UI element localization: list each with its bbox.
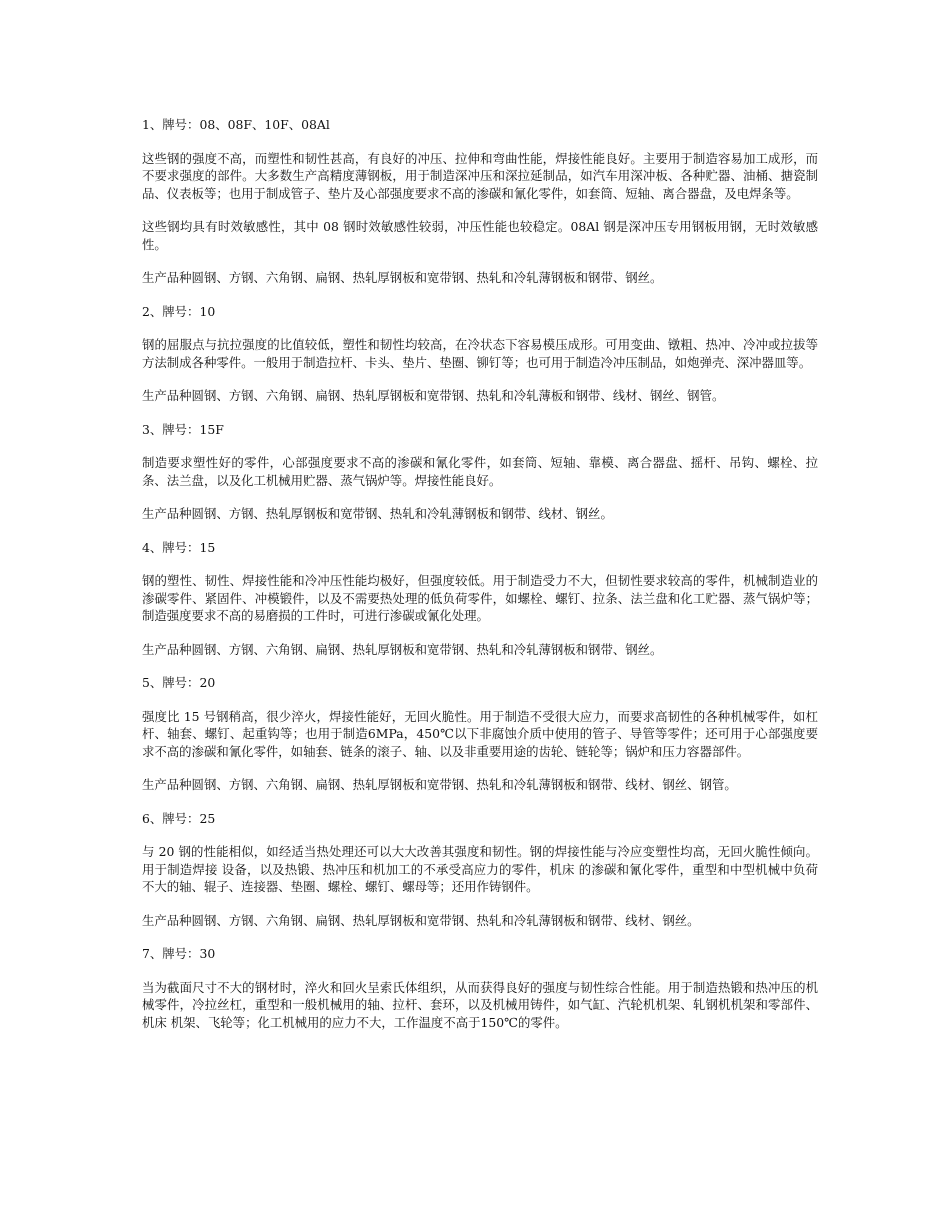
section-grade-08: [142, 116, 818, 287]
section-heading: 6、牌号：25: [142, 810, 216, 826]
product-varieties: 生产品种圆钢、方钢、六角钢、扁钢、热轧厚钢板和宽带钢、热轧和冷轧薄板和钢带、线材、钢丝、钢管。: [142, 388, 725, 403]
product-varieties: 生产品种圆钢、方钢、热轧厚钢板和宽带钢、热轧和冷轧薄钢板和钢带、线材、钢丝。: [142, 506, 613, 521]
section-heading: 5、牌号：20: [142, 675, 216, 690]
product-varieties: 生产品种圆钢、方钢、六角钢、扁钢、热轧厚钢板和宽带钢、热轧和冷轧薄钢板和钢带、钢丝。: [142, 641, 663, 657]
product-varieties: 生产品种圆钢、方钢、六角钢、扁钢、热轧厚钢板和宽带钢、热轧和冷轧薄钢板和钢带、线材、钢丝。: [142, 912, 700, 928]
section-heading: 1、牌号：08、08F、10F、08Al: [142, 117, 330, 132]
section-paragraph: 钢的屈服点与抗拉强度的比值较低，塑性和韧性均较高，在冷状态下容易模压成形。可用变曲、镦粗、热冲、冷冲或拉拔等方法制成各种零件。一般用于制造拉杆、卡头、垫片、垫圈、铆钉等；也可用于制造冷冲压制品，如炮弹壳、深冲器皿等。: [142, 337, 818, 370]
section-paragraph: 与 20 钢的性能相似，如经适当热处理还可以大大改善其强度和韧性。钢的焊接性能与冷应变塑性均高，无回火脆性倾向。用于制造焊接 设备，以及热锻、热冲压和机加工的不承受高应力的零件，机床 的渗碳和氰化零件，重型和中型机械中负荷不大的轴、辊子、连接器、垫圈、螺栓、螺钉、螺母等；还用作铸钢件。: [142, 844, 818, 894]
section-paragraph: 强度比 15 号钢稍高，很少淬火，焊接性能好，无回火脆性。用于制造不受很大应力，而要求高韧性的各种机械零件，如杠杆、轴套、螺钉、起重钩等；也用于制造6MPa，450℃以下非腐蚀介质中使用的管子、导管等零件；还可用于心部强度要求不高的渗碳和氰化零件，如轴套、链条的滚子、轴、以及非重要用途的齿轮、链轮等；锅炉和压力容器部件。: [142, 708, 818, 759]
section-grade-20: [142, 674, 818, 794]
section-heading: 2、牌号：10: [142, 303, 216, 319]
product-varieties: 生产品种圆钢、方钢、六角钢、扁钢、热轧厚钢板和宽带钢、热轧和冷轧薄钢板和钢带、线材、钢丝、钢管。: [142, 777, 737, 792]
section-heading: 4、牌号：15: [142, 539, 216, 555]
section-paragraph: 钢的塑性、韧性、焊接性能和冷冲压性能均极好，但强度较低。用于制造受力不大，但韧性要求较高的零件，机械制造业的渗碳零件、紧固件、冲模锻件，以及不需要热处理的低负荷零件，如螺栓、螺钉、拉条、法兰盘和化工贮器、蒸气锅炉等；制造强度要求不高的易磨损的工件时，可进行渗碳或氰化处理。: [142, 573, 818, 623]
section-heading: 3、牌号：15F: [142, 421, 224, 437]
section-grade-15f: [142, 421, 818, 523]
section-grade-30: [142, 945, 818, 1031]
section-grade-15: [142, 539, 818, 659]
section-heading: 7、牌号：30: [142, 946, 216, 961]
section-grade-10: [142, 303, 818, 405]
product-varieties: 生产品种圆钢、方钢、六角钢、扁钢、热轧厚钢板和宽带钢、热轧和冷轧薄钢板和钢带、钢丝。: [142, 270, 663, 285]
document-page: [142, 116, 818, 1047]
section-paragraph: 这些钢均具有时效敏感性，其中 08 钢时效敏感性较弱，冲压性能也较稳定。08Al 钢是深冲压专用钢板用钢，无时效敏感性。: [142, 219, 818, 252]
section-paragraph: 这些钢的强度不高，而塑性和韧性甚高，有良好的冲压、拉伸和弯曲性能，焊接性能良好。主要用于制造容易加工成形，而不要求强度的部件。大多数生产高精度薄钢板，用于制造深冲压和深拉延制品，如汽车用深冲板、各种贮器、油桶、搪瓷制品、仪表板等；也用于制成管子、垫片及心部强度要求不高的渗碳和氰化零件，如套筒、短轴、离合器盘，及电焊条等。: [142, 150, 818, 201]
section-paragraph: 制造要求塑性好的零件，心部强度要求不高的渗碳和氰化零件，如套筒、短轴、靠模、离合器盘、摇杆、吊钩、螺栓、拉条、法兰盘，以及化工机械用贮器、蒸气锅炉等。焊接性能良好。: [142, 455, 818, 488]
section-grade-25: [142, 810, 818, 930]
section-paragraph: 当为截面尺寸不大的钢材时，淬火和回火呈索氏体组织，从而获得良好的强度与韧性综合性能。用于制造热锻和热冲压的机械零件，冷拉丝杠，重型和一般机械用的轴、拉杆、套环，以及机械用铸件，如气缸、汽轮机机架、轧钢机机架和零部件、 机床 机架、飞轮等；化工机械用的应力不大，工作温度不高于150℃的零件。: [142, 979, 818, 1030]
